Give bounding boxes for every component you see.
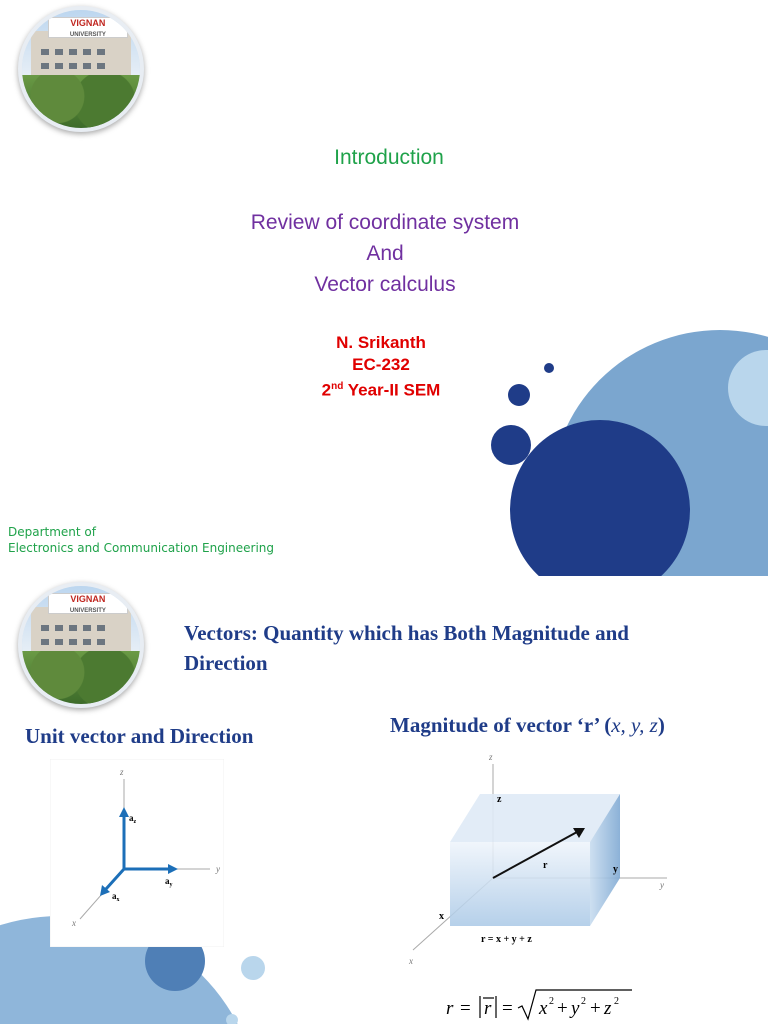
x-axis-label: x — [72, 918, 76, 928]
department-line-2: Electronics and Communication Engineering — [8, 541, 275, 555]
author-name: N. Srikanth — [336, 333, 426, 352]
vector-sum-equation: r = x + y + z — [481, 934, 532, 945]
box-y-axis-label: y — [660, 880, 664, 890]
course-code: EC-232 — [352, 355, 410, 374]
formula-eq-1: = — [460, 998, 471, 1019]
university-logo — [18, 6, 144, 132]
department-block — [8, 524, 274, 556]
review-line-3: Vector calculus — [314, 273, 456, 296]
logo-brand-2: VIGNAN — [70, 594, 106, 605]
formula-abs-r: r — [484, 998, 492, 1019]
z-axis-label: z — [120, 767, 124, 777]
r-label: r — [543, 860, 548, 871]
formula-plus-1: + — [557, 998, 568, 1019]
formula-z-exp: 2 — [614, 996, 619, 1007]
az-label: $a_z$ — [129, 813, 137, 825]
formula-eq-2: = — [502, 998, 513, 1019]
formula-x-exp: 2 — [549, 996, 554, 1007]
formula-z: z — [604, 998, 612, 1019]
y-component-label: y — [613, 864, 618, 875]
bottom-pale-dot — [241, 956, 265, 980]
unit-vector-figure — [50, 759, 224, 947]
magnitude-formula — [440, 986, 640, 1022]
university-logo-2 — [18, 582, 144, 708]
formula-plus-2: + — [590, 998, 601, 1019]
review-line-2: And — [366, 242, 404, 265]
box-z-axis-label: z — [489, 754, 493, 762]
formula-y-exp: 2 — [581, 996, 586, 1007]
mid-navy-dot — [491, 425, 531, 465]
formula-lhs: r — [446, 998, 454, 1019]
ay-label: $a_y$ — [165, 876, 173, 888]
author-block — [0, 332, 762, 402]
review-title — [0, 207, 768, 300]
review-line-1: Review of coordinate system — [250, 211, 520, 234]
unit-vector-heading: Unit vector and Direction — [25, 724, 254, 748]
y-axis-label: y — [216, 864, 220, 874]
z-component-label: z — [497, 794, 502, 805]
formula-y: y — [571, 998, 580, 1019]
magnitude-heading: Magnitude of vector ‘r’ (x, y, z) — [390, 713, 665, 737]
slide-vectors — [0, 576, 768, 1024]
box-vector-figure — [405, 754, 673, 968]
semester: 2nd Year-II SEM — [321, 380, 441, 400]
vectors-title-line-1: Vectors: Quantity which has Both Magnitude and — [184, 621, 629, 645]
vectors-title — [184, 618, 629, 678]
x-component-label: x — [439, 911, 444, 922]
box-x-axis-label: x — [409, 956, 413, 966]
vectors-title-line-2: Direction — [184, 651, 268, 675]
logo-brand: VIGNAN — [70, 18, 106, 29]
intro-heading: Introduction — [334, 146, 444, 169]
formula-x: x — [539, 998, 548, 1019]
logo-subtitle-2: UNIVERSITY — [69, 608, 106, 615]
ax-label: $a_x$ — [112, 891, 120, 903]
logo-subtitle: UNIVERSITY — [69, 32, 106, 39]
department-line-1: Department of — [8, 525, 96, 539]
